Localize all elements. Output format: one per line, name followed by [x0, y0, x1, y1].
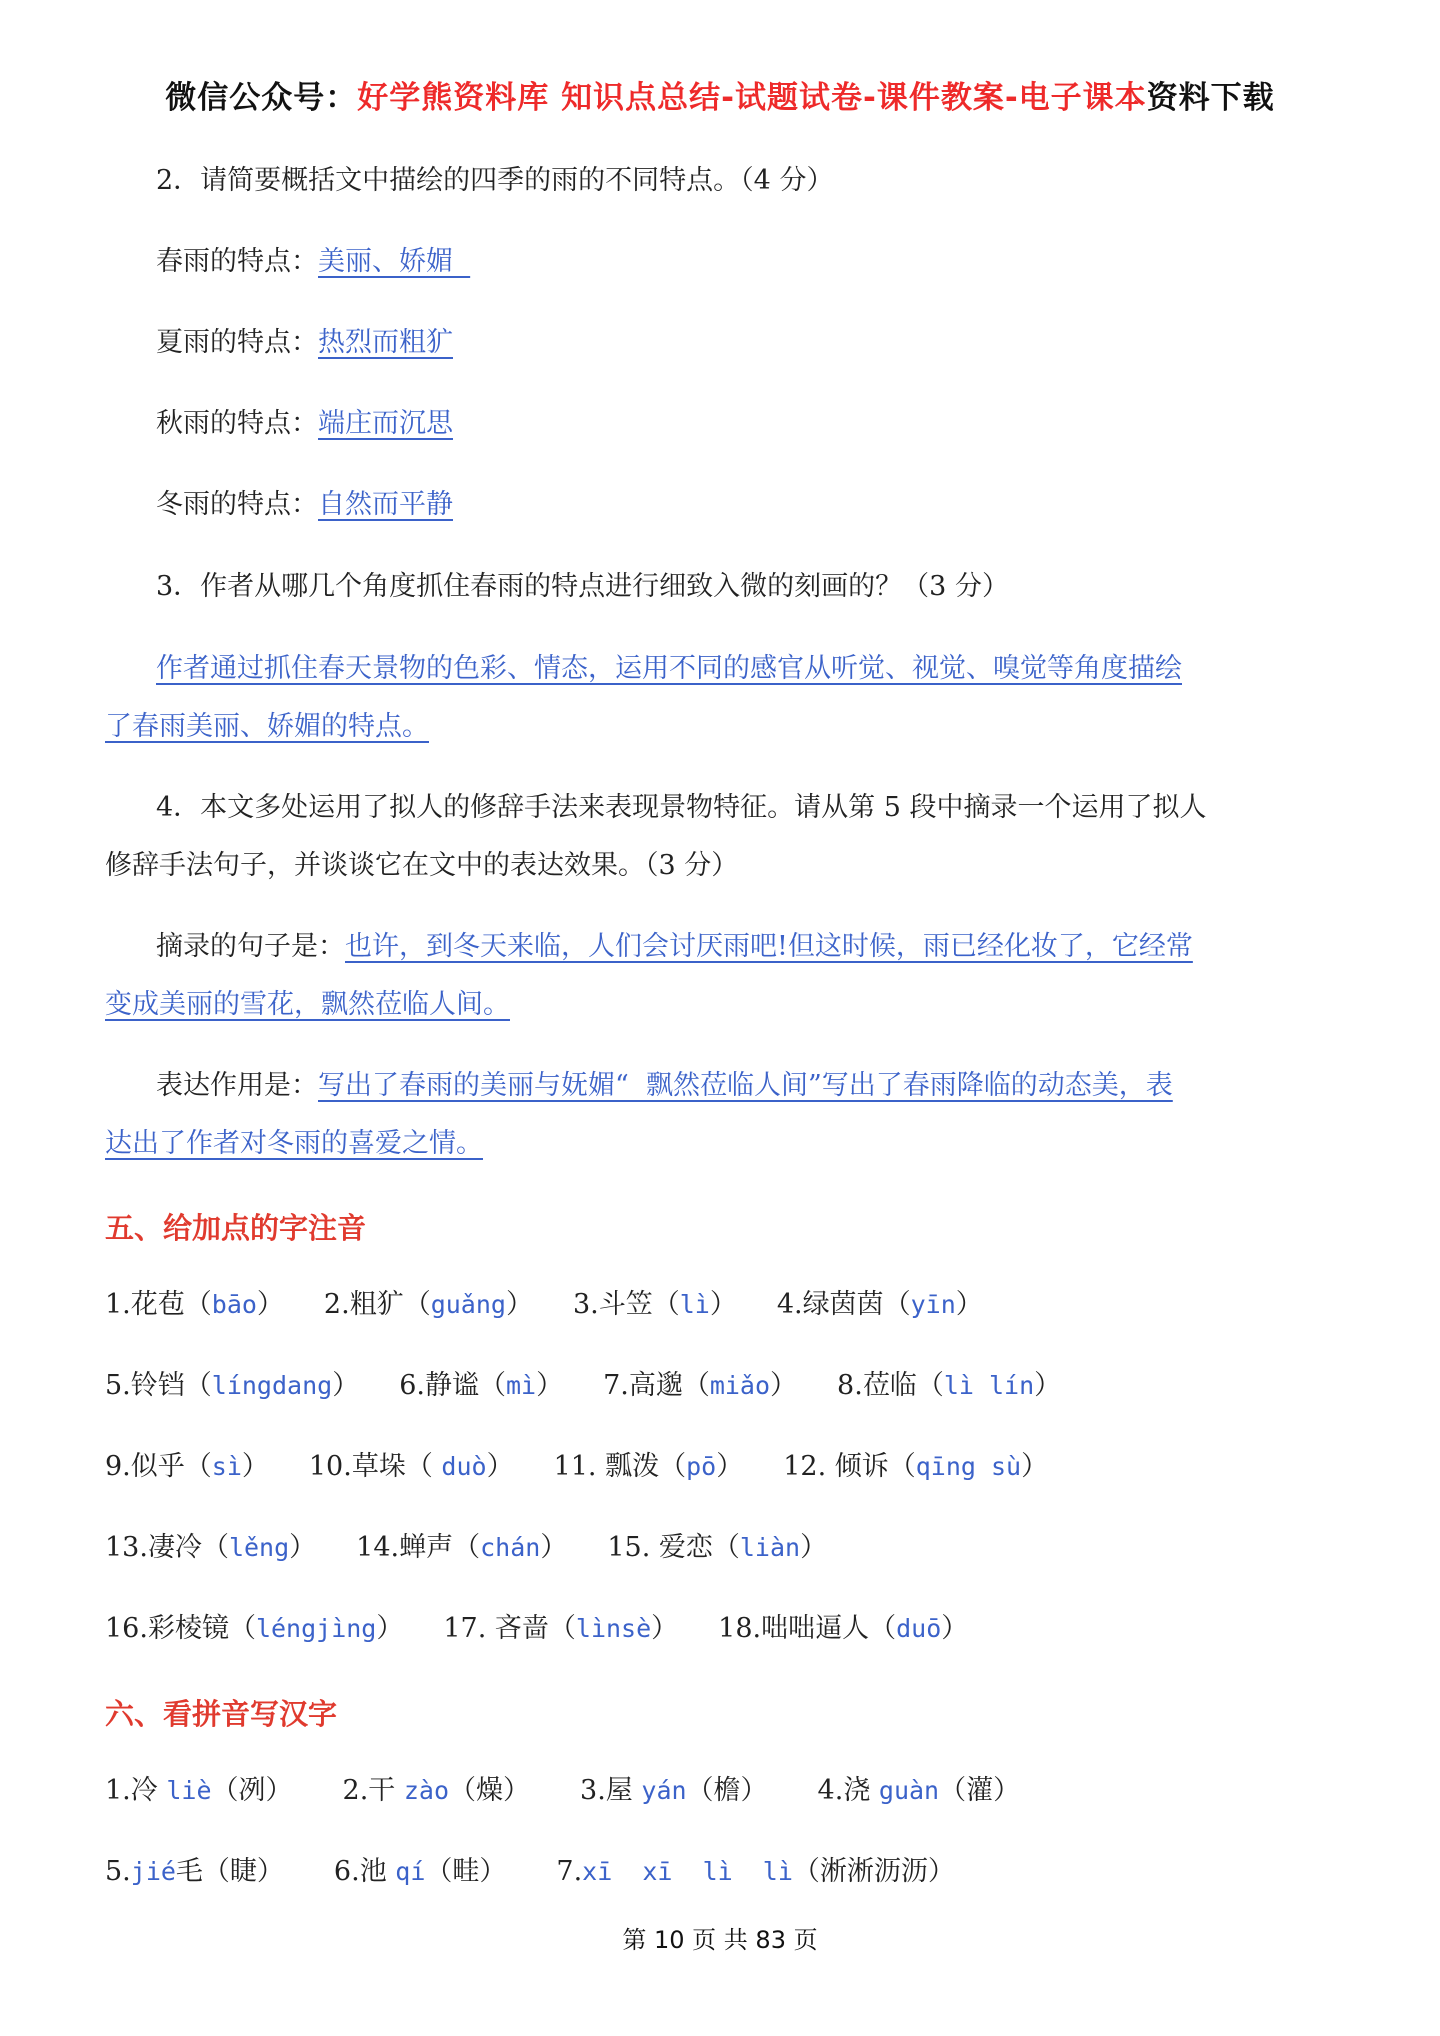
pinyin-item [783, 1448, 1048, 1486]
open-bracket: （ [184, 1370, 212, 1401]
item-suffix: 毛 [175, 1856, 203, 1887]
item-word: 吝啬 [494, 1613, 549, 1644]
item-number: 12. [783, 1451, 835, 1482]
pinyin-row [105, 1529, 897, 1567]
close-bracket: ） [241, 1451, 269, 1482]
open-bracket: （ [478, 1370, 506, 1401]
item-word: 倾诉 [834, 1451, 889, 1482]
item-number: 13. [105, 1532, 148, 1563]
pinyin-answer: yīn [910, 1290, 956, 1319]
item-prefix: 屋 [605, 1775, 642, 1806]
pinyin-item [105, 1610, 403, 1648]
item-prefix: 冷 [130, 1775, 167, 1806]
item-word: 铃铛 [130, 1370, 185, 1401]
pinyin-answer: lěng [228, 1533, 290, 1562]
pinyin-row [105, 1286, 1023, 1324]
item-word: 静谧 [424, 1370, 479, 1401]
spring-answer: 美丽、娇媚 [318, 246, 471, 277]
item-number: 10. [308, 1451, 352, 1482]
item-word: 咄咄逼人 [761, 1613, 870, 1644]
item-word: 莅临 [862, 1370, 917, 1401]
item-pinyin: zào [403, 1776, 450, 1805]
close-bracket: ） [651, 1613, 679, 1644]
pinyin-answer: liàn [739, 1533, 801, 1562]
pinyin-answer: guǎng [430, 1290, 506, 1319]
hanzi-answer: （冽） [211, 1775, 293, 1806]
pinyin-answer: lìnsè [575, 1614, 652, 1643]
item-word: 蝉声 [399, 1532, 454, 1563]
item-word: 似乎 [130, 1451, 185, 1482]
item-number: 6. [333, 1856, 360, 1887]
pinyin-answer: mì [505, 1371, 537, 1400]
autumn-answer: 端庄而沉思 [318, 408, 453, 439]
open-bracket: （ [888, 1451, 916, 1482]
item-number: 1. [105, 1775, 131, 1806]
item-pinyin: liè [166, 1776, 212, 1805]
pinyin-row [105, 1367, 1101, 1405]
item-number: 2. [323, 1289, 350, 1320]
pinyin-item [837, 1367, 1061, 1405]
item-number: 18. [718, 1613, 762, 1644]
item-pinyin: guàn [878, 1776, 940, 1805]
item-number: 3. [580, 1775, 606, 1806]
item-number: 4. [817, 1775, 844, 1806]
item-word: 粗犷 [349, 1289, 404, 1320]
section-6-title: 六、看拼音写汉字 [105, 1697, 338, 1731]
item-number: 9. [105, 1451, 131, 1482]
open-bracket: （ [453, 1532, 481, 1563]
item-word: 彩棱镜 [147, 1613, 229, 1644]
hanzi-item [580, 1772, 768, 1810]
item-number: 4. [776, 1289, 803, 1320]
pinyin-answer: bāo [211, 1290, 257, 1319]
close-bracket: ） [289, 1532, 317, 1563]
close-bracket: ） [540, 1532, 568, 1563]
spring-rain-row [156, 243, 470, 281]
pinyin-item [777, 1286, 983, 1324]
pinyin-answer: duō [896, 1614, 942, 1643]
item-number: 8. [837, 1370, 863, 1401]
item-number: 2. [342, 1775, 369, 1806]
item-number: 5. [105, 1856, 131, 1887]
hanzi-item [818, 1772, 1021, 1810]
open-bracket: （ [403, 1289, 431, 1320]
header-prefix: 微信公众号： [165, 80, 358, 116]
open-bracket: （ [869, 1613, 897, 1644]
q4-effect [105, 1057, 1345, 1173]
pinyin-item [309, 1448, 514, 1486]
item-word: 花苞 [130, 1289, 185, 1320]
question-2: 2．请简要概括文中描绘的四季的雨的不同特点。（4 分） [156, 165, 834, 196]
hanzi-item [105, 1853, 284, 1891]
section-5-title: 五、给加点的字注音 [105, 1211, 367, 1245]
close-bracket: ） [486, 1451, 514, 1482]
pinyin-item [105, 1367, 359, 1405]
hanzi-answer: （燥） [449, 1775, 531, 1806]
close-bracket: ） [800, 1532, 828, 1563]
item-word: 草垛 [351, 1451, 406, 1482]
open-bracket: （ [548, 1613, 576, 1644]
close-bracket: ） [256, 1289, 284, 1320]
pinyin-answer: léngjìng [255, 1614, 377, 1643]
hanzi-answer: （檐） [686, 1775, 768, 1806]
item-number: 7. [603, 1370, 629, 1401]
effect-answer-1: 写出了春雨的美丽与妩媚“ 飘然莅临人间”写出了春雨降临的动态美，表 [318, 1070, 1173, 1101]
item-prefix: 浇 [843, 1775, 879, 1806]
item-number: 11. [553, 1451, 606, 1482]
item-number: 14. [356, 1532, 400, 1563]
pinyin-item [324, 1286, 533, 1324]
item-pinyin: yán [641, 1776, 687, 1805]
pinyin-answer: língdang [211, 1371, 333, 1400]
item-word: 绿茵茵 [802, 1289, 884, 1320]
q3-answer-line-2: 了春雨美丽、娇媚的特点。 [105, 711, 429, 742]
pinyin-answer: lì [679, 1290, 710, 1319]
effect-answer-2: 达出了作者对冬雨的喜爱之情。 [105, 1128, 483, 1159]
close-bracket: ） [332, 1370, 360, 1401]
pinyin-item [356, 1529, 567, 1567]
pinyin-answer: miǎo [709, 1371, 771, 1400]
pinyin-item [554, 1448, 744, 1486]
open-bracket: （ [883, 1289, 911, 1320]
header-suffix: 资料下载 [1146, 80, 1275, 116]
hanzi-item [105, 1772, 293, 1810]
summer-rain-row [156, 324, 453, 362]
page-footer: 第 10 页 共 83 页 [622, 1926, 818, 1954]
hanzi-answer: （淅淅沥沥） [792, 1856, 955, 1887]
question-3-answer [105, 640, 1345, 756]
item-number: 3. [572, 1289, 599, 1320]
item-number: 6. [399, 1370, 425, 1401]
winter-rain-row [156, 486, 453, 524]
item-word: 高邈 [628, 1370, 683, 1401]
page-header-banner [0, 72, 1440, 117]
item-prefix: 池 [359, 1856, 396, 1887]
open-bracket: （ [652, 1289, 680, 1320]
close-bracket: ） [709, 1289, 737, 1320]
pinyin-answer: duò [441, 1452, 487, 1481]
item-prefix: 干 [368, 1775, 404, 1806]
item-pinyin: xī xī lì lì [582, 1857, 793, 1886]
close-bracket: ） [376, 1613, 404, 1644]
question-3: 3．作者从哪几个角度抓住春雨的特点进行细致入微的刻画的？（3 分） [156, 571, 1009, 602]
open-bracket: （ [228, 1613, 256, 1644]
pinyin-item [105, 1448, 269, 1486]
item-word: 瓢泼 [605, 1451, 660, 1482]
open-bracket: （ [682, 1370, 710, 1401]
excerpt-label: 摘录的句子是： [156, 931, 345, 962]
winter-label: 冬雨的特点： [156, 489, 318, 520]
pinyin-row [105, 1448, 1088, 1486]
q4-line-1: 4．本文多处运用了拟人的修辞手法来表现景物特征。请从第 5 段中摘录一个运用了拟人 [156, 792, 1207, 823]
winter-answer: 自然而平静 [318, 489, 453, 520]
excerpt-answer-1: 也许，到冬天来临，人们会讨厌雨吧!但这时候，雨已经化妆了，它经常 [345, 931, 1193, 962]
autumn-rain-row [156, 405, 453, 443]
item-number: 1. [105, 1289, 131, 1320]
pinyin-item [573, 1286, 737, 1324]
q3-answer-line-1: 作者通过抓住春天景物的色彩、情态，运用不同的感官从听觉、视觉、嗅觉等角度描绘 [156, 653, 1182, 684]
open-bracket: （ [184, 1289, 212, 1320]
pinyin-item [399, 1367, 563, 1405]
close-bracket: ） [1034, 1370, 1062, 1401]
close-bracket: ） [770, 1370, 798, 1401]
q4-line-2: 修辞手法句子，并谈谈它在文中的表达效果。（3 分） [105, 850, 739, 881]
hanzi-answer: （畦） [425, 1856, 507, 1887]
item-word: 斗笠 [598, 1289, 653, 1320]
item-number: 16. [105, 1613, 148, 1644]
item-number: 5. [105, 1370, 131, 1401]
pinyin-item [603, 1367, 797, 1405]
pinyin-answer: chán [480, 1533, 541, 1562]
close-bracket: ） [536, 1370, 564, 1401]
question-4 [105, 779, 1345, 895]
hanzi-item [334, 1853, 506, 1891]
excerpt-answer-2: 变成美丽的雪花，飘然莅临人间。 [105, 989, 510, 1020]
pinyin-item [718, 1610, 968, 1648]
pinyin-answer: pō [686, 1452, 717, 1481]
hanzi-item [556, 1853, 954, 1891]
item-number: 7. [556, 1856, 583, 1887]
q4-excerpt [105, 918, 1345, 1034]
header-brand: 好学熊资料库 知识点总结-试题试卷-课件教案-电子课本 [357, 80, 1147, 116]
item-number: 15. [607, 1532, 659, 1563]
close-bracket: ） [505, 1289, 533, 1320]
item-pinyin: jié [130, 1857, 176, 1886]
pinyin-row [105, 1610, 1008, 1648]
hanzi-answer: （灌） [939, 1775, 1021, 1806]
close-bracket: ） [716, 1451, 744, 1482]
pinyin-item [105, 1286, 284, 1324]
close-bracket: ） [1021, 1451, 1049, 1482]
open-bracket: （ [916, 1370, 944, 1401]
open-bracket: （ [405, 1451, 442, 1482]
close-bracket: ） [955, 1289, 983, 1320]
pinyin-item [607, 1529, 827, 1567]
effect-label: 表达作用是： [156, 1070, 318, 1101]
close-bracket: ） [941, 1613, 969, 1644]
pinyin-item [443, 1610, 678, 1648]
pinyin-answer: sì [211, 1452, 242, 1481]
hanzi-item [343, 1772, 531, 1810]
pinyin-answer: lì lín [943, 1371, 1035, 1400]
open-bracket: （ [184, 1451, 212, 1482]
hanzi-row [105, 1853, 1005, 1891]
open-bracket: （ [712, 1532, 740, 1563]
summer-label: 夏雨的特点： [156, 327, 318, 358]
open-bracket: （ [659, 1451, 687, 1482]
item-pinyin: qí [395, 1857, 426, 1886]
item-word: 爱恋 [658, 1532, 713, 1563]
autumn-label: 秋雨的特点： [156, 408, 318, 439]
pinyin-item [105, 1529, 316, 1567]
summer-answer: 热烈而粗犷 [318, 327, 453, 358]
spring-label: 春雨的特点： [156, 246, 318, 277]
item-number: 17. [443, 1613, 495, 1644]
pinyin-answer: qīng sù [915, 1452, 1022, 1481]
item-word: 凄冷 [147, 1532, 202, 1563]
open-bracket: （ [201, 1532, 229, 1563]
hanzi-answer: （睫） [202, 1856, 284, 1887]
hanzi-row [105, 1772, 1070, 1810]
